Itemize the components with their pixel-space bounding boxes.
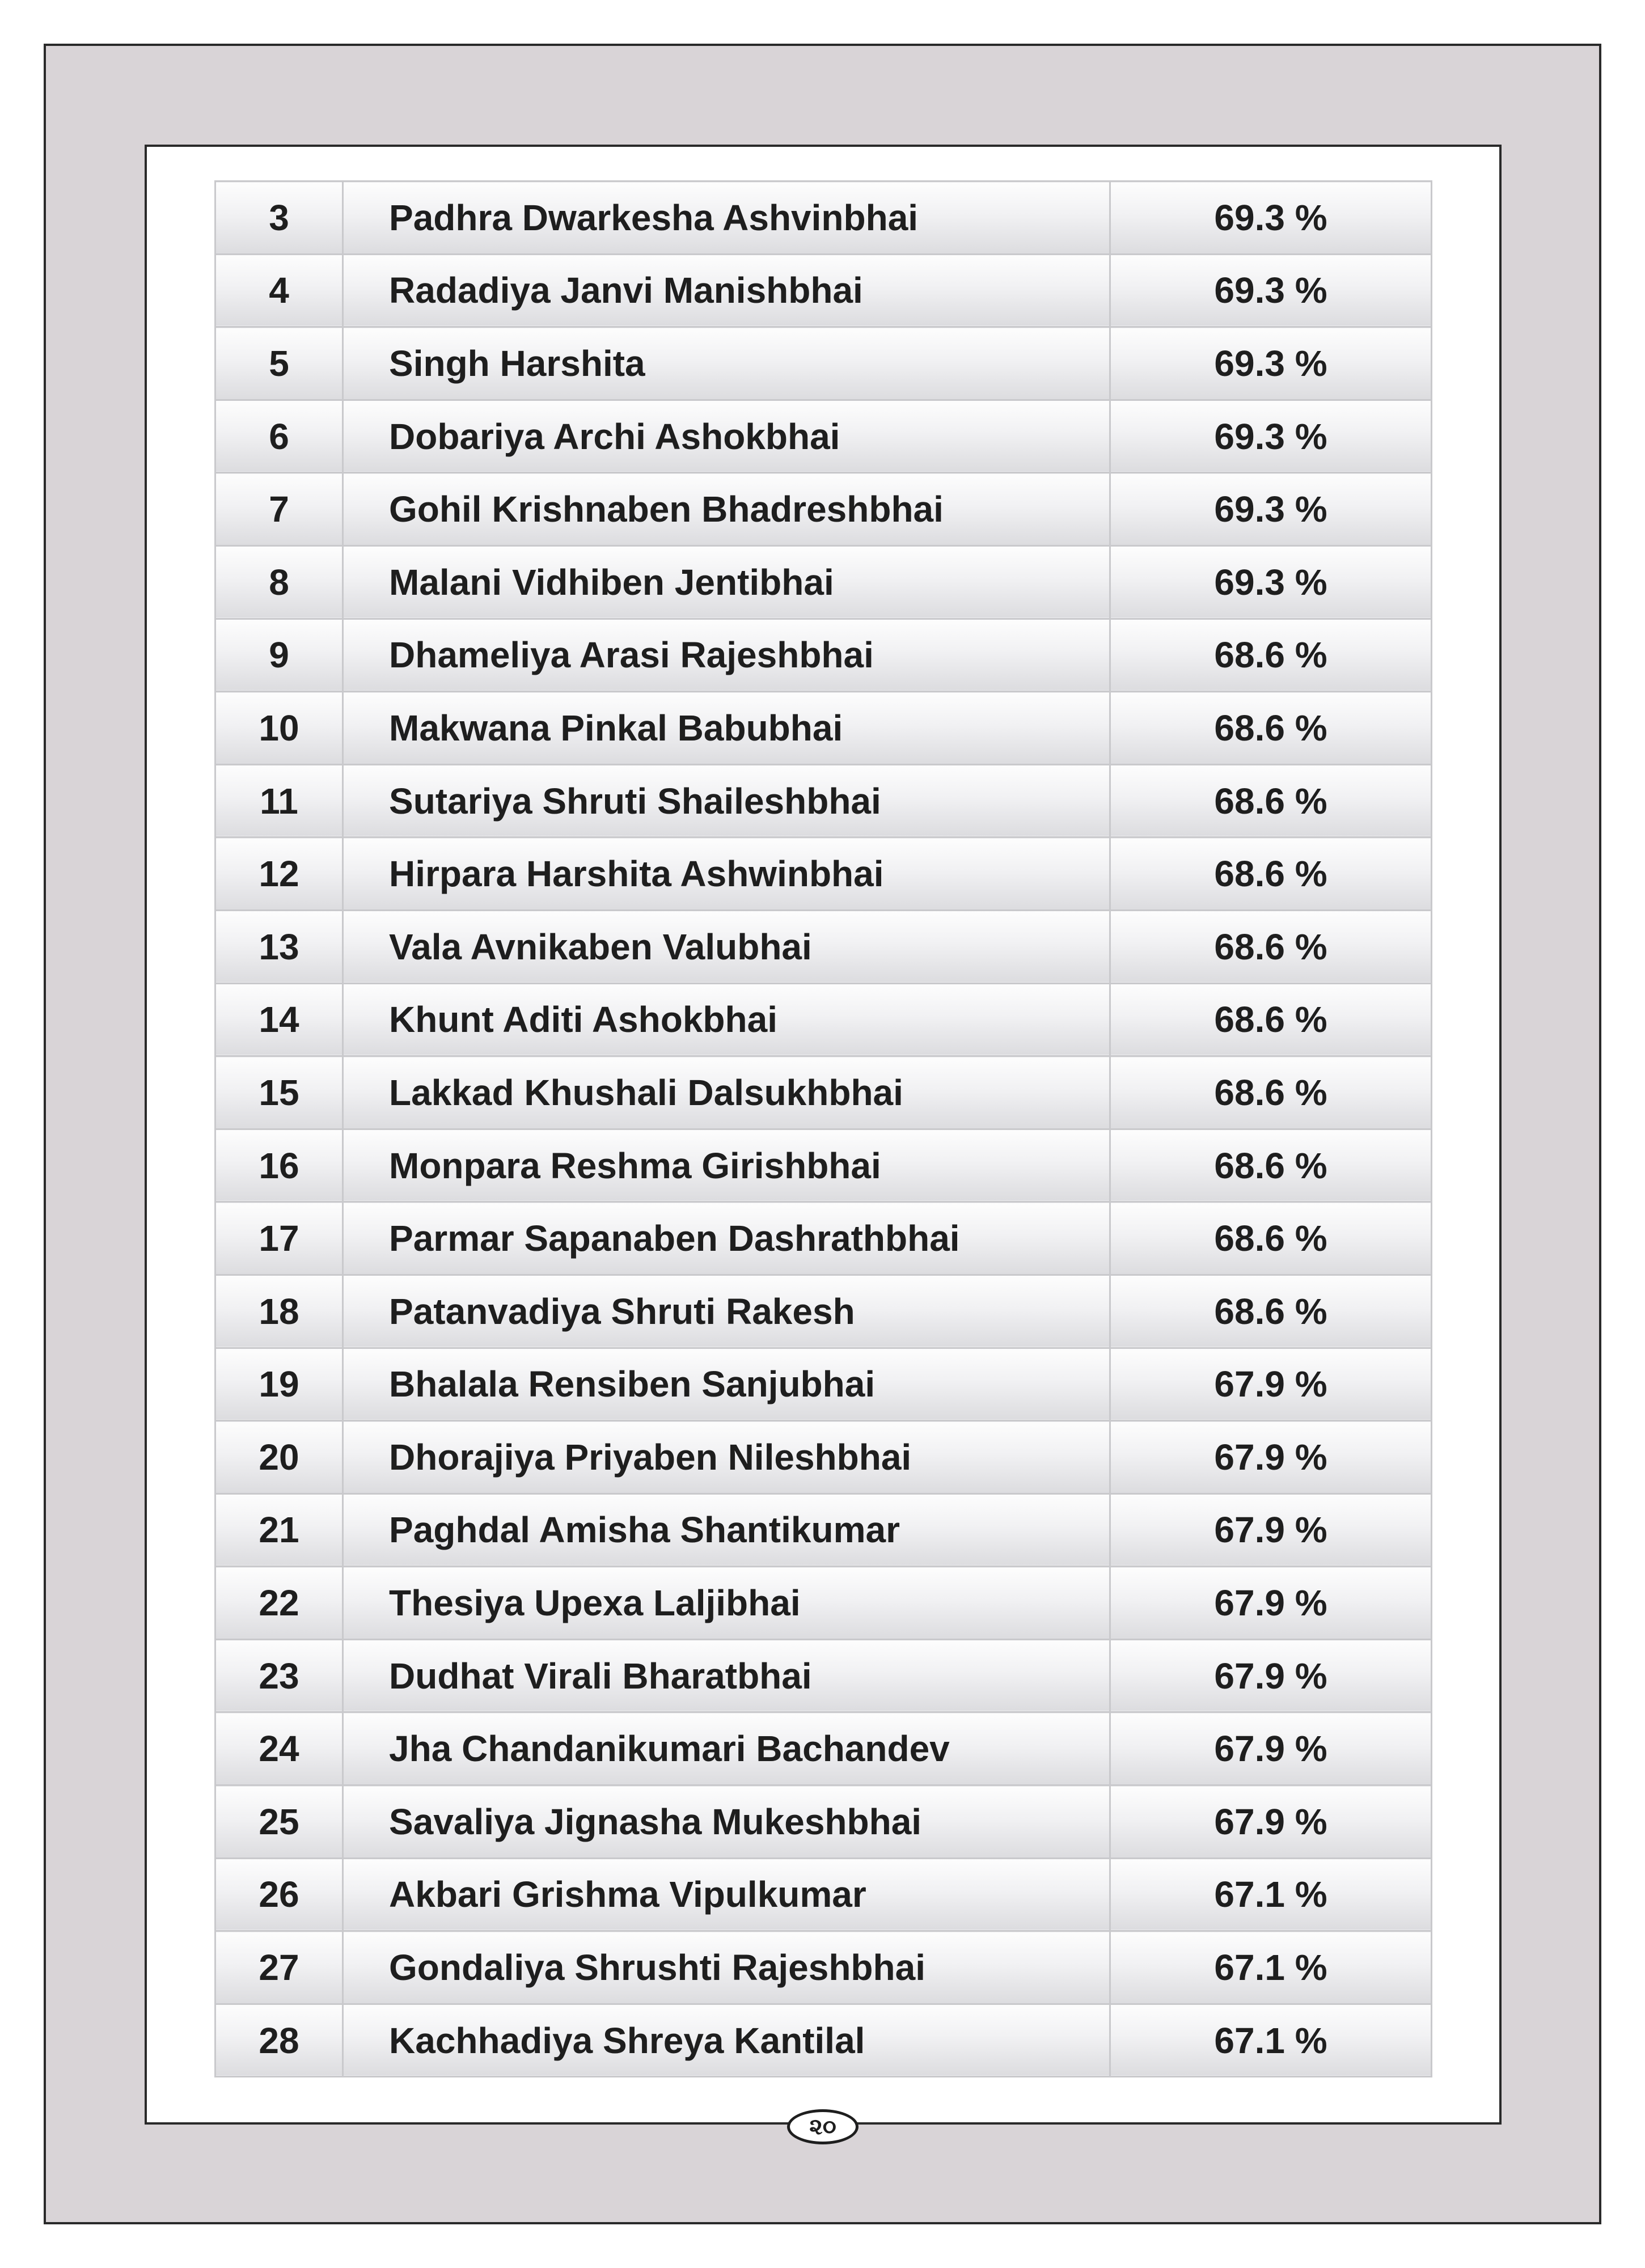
name-cell: Jha Chandanikumari Bachandev (343, 1712, 1110, 1785)
score-cell: 69.3 % (1110, 400, 1432, 473)
score-cell: 68.6 % (1110, 1056, 1432, 1129)
name-cell: Patanvadiya Shruti Rakesh (343, 1275, 1110, 1348)
table-row (215, 1785, 1432, 1859)
name-cell: Gondaliya Shrushti Rajeshbhai (343, 1931, 1110, 2004)
name-cell: Akbari Grishma Vipulkumar (343, 1858, 1110, 1931)
table-row (215, 619, 1432, 692)
rank-cell: 17 (215, 1202, 343, 1275)
table-row (215, 1567, 1432, 1640)
table-row (215, 764, 1432, 837)
score-cell: 69.3 % (1110, 473, 1432, 546)
name-cell: Hirpara Harshita Ashwinbhai (343, 837, 1110, 911)
score-cell: 68.6 % (1110, 1275, 1432, 1348)
table-row (215, 181, 1432, 255)
score-cell: 67.1 % (1110, 1931, 1432, 2004)
name-cell: Radadiya Janvi Manishbhai (343, 254, 1110, 327)
rank-cell: 26 (215, 1858, 343, 1931)
table-row (215, 1639, 1432, 1712)
name-cell: Dobariya Archi Ashokbhai (343, 400, 1110, 473)
rank-cell: 25 (215, 1785, 343, 1859)
rank-cell: 21 (215, 1493, 343, 1567)
name-cell: Sutariya Shruti Shaileshbhai (343, 764, 1110, 837)
rank-cell: 16 (215, 1129, 343, 1202)
rank-cell: 24 (215, 1712, 343, 1785)
table-row (215, 983, 1432, 1056)
rank-cell: 22 (215, 1567, 343, 1640)
score-cell: 67.1 % (1110, 2004, 1432, 2077)
score-cell: 68.6 % (1110, 1129, 1432, 1202)
rank-cell: 18 (215, 1275, 343, 1348)
score-cell: 69.3 % (1110, 254, 1432, 327)
rank-cell: 19 (215, 1348, 343, 1421)
table-row (215, 1421, 1432, 1494)
name-cell: Malani Vidhiben Jentibhai (343, 545, 1110, 619)
rank-cell: 9 (215, 619, 343, 692)
score-cell: 67.9 % (1110, 1348, 1432, 1421)
score-cell: 68.6 % (1110, 692, 1432, 765)
score-cell: 68.6 % (1110, 764, 1432, 837)
name-cell: Singh Harshita (343, 327, 1110, 400)
table-row (215, 910, 1432, 983)
score-cell: 68.6 % (1110, 983, 1432, 1056)
score-cell: 67.9 % (1110, 1712, 1432, 1785)
score-cell: 69.3 % (1110, 181, 1432, 255)
rank-cell: 6 (215, 400, 343, 473)
page-number: ૨૦ (787, 2109, 859, 2144)
name-cell: Savaliya Jignasha Mukeshbhai (343, 1785, 1110, 1859)
rank-cell: 14 (215, 983, 343, 1056)
name-cell: Gohil Krishnaben Bhadreshbhai (343, 473, 1110, 546)
score-cell: 68.6 % (1110, 619, 1432, 692)
score-cell: 68.6 % (1110, 1202, 1432, 1275)
table-row (215, 254, 1432, 327)
table-row (215, 1275, 1432, 1348)
rank-cell: 4 (215, 254, 343, 327)
score-cell: 69.3 % (1110, 545, 1432, 619)
name-cell: Paghdal Amisha Shantikumar (343, 1493, 1110, 1567)
table-row (215, 837, 1432, 911)
score-cell: 67.9 % (1110, 1421, 1432, 1494)
name-cell: Padhra Dwarkesha Ashvinbhai (343, 181, 1110, 255)
score-cell: 67.9 % (1110, 1493, 1432, 1567)
table-row (215, 1712, 1432, 1785)
score-cell: 69.3 % (1110, 327, 1432, 400)
rank-cell: 12 (215, 837, 343, 911)
score-cell: 68.6 % (1110, 837, 1432, 911)
name-cell: Kachhadiya Shreya Kantilal (343, 2004, 1110, 2077)
table-row (215, 400, 1432, 473)
name-cell: Makwana Pinkal Babubhai (343, 692, 1110, 765)
rank-cell: 27 (215, 1931, 343, 2004)
score-cell: 67.9 % (1110, 1639, 1432, 1712)
table-row (215, 327, 1432, 400)
score-cell: 68.6 % (1110, 910, 1432, 983)
score-cell: 67.9 % (1110, 1785, 1432, 1859)
score-cell: 67.1 % (1110, 1858, 1432, 1931)
name-cell: Dhorajiya Priyaben Nileshbhai (343, 1421, 1110, 1494)
name-cell: Khunt Aditi Ashokbhai (343, 983, 1110, 1056)
rank-cell: 11 (215, 764, 343, 837)
table-row (215, 1931, 1432, 2004)
rank-cell: 3 (215, 181, 343, 255)
name-cell: Parmar Sapanaben Dashrathbhai (343, 1202, 1110, 1275)
rank-cell: 7 (215, 473, 343, 546)
rank-cell: 5 (215, 327, 343, 400)
table-row (215, 1129, 1432, 1202)
rank-cell: 10 (215, 692, 343, 765)
rank-cell: 20 (215, 1421, 343, 1494)
table-row (215, 1056, 1432, 1129)
score-cell: 67.9 % (1110, 1567, 1432, 1640)
results-table (214, 180, 1432, 2077)
table-row (215, 1202, 1432, 1275)
table-row (215, 692, 1432, 765)
name-cell: Thesiya Upexa Laljibhai (343, 1567, 1110, 1640)
rank-cell: 15 (215, 1056, 343, 1129)
name-cell: Dudhat Virali Bharatbhai (343, 1639, 1110, 1712)
table-row (215, 1493, 1432, 1567)
name-cell: Dhameliya Arasi Rajeshbhai (343, 619, 1110, 692)
table-row (215, 473, 1432, 546)
name-cell: Bhalala Rensiben Sanjubhai (343, 1348, 1110, 1421)
rank-cell: 13 (215, 910, 343, 983)
rank-cell: 8 (215, 545, 343, 619)
rank-cell: 28 (215, 2004, 343, 2077)
name-cell: Vala Avnikaben Valubhai (343, 910, 1110, 983)
rank-cell: 23 (215, 1639, 343, 1712)
results-table-body (215, 181, 1432, 2077)
table-row (215, 1348, 1432, 1421)
name-cell: Lakkad Khushali Dalsukhbhai (343, 1056, 1110, 1129)
table-row (215, 2004, 1432, 2077)
table-row (215, 545, 1432, 619)
name-cell: Monpara Reshma Girishbhai (343, 1129, 1110, 1202)
table-row (215, 1858, 1432, 1931)
